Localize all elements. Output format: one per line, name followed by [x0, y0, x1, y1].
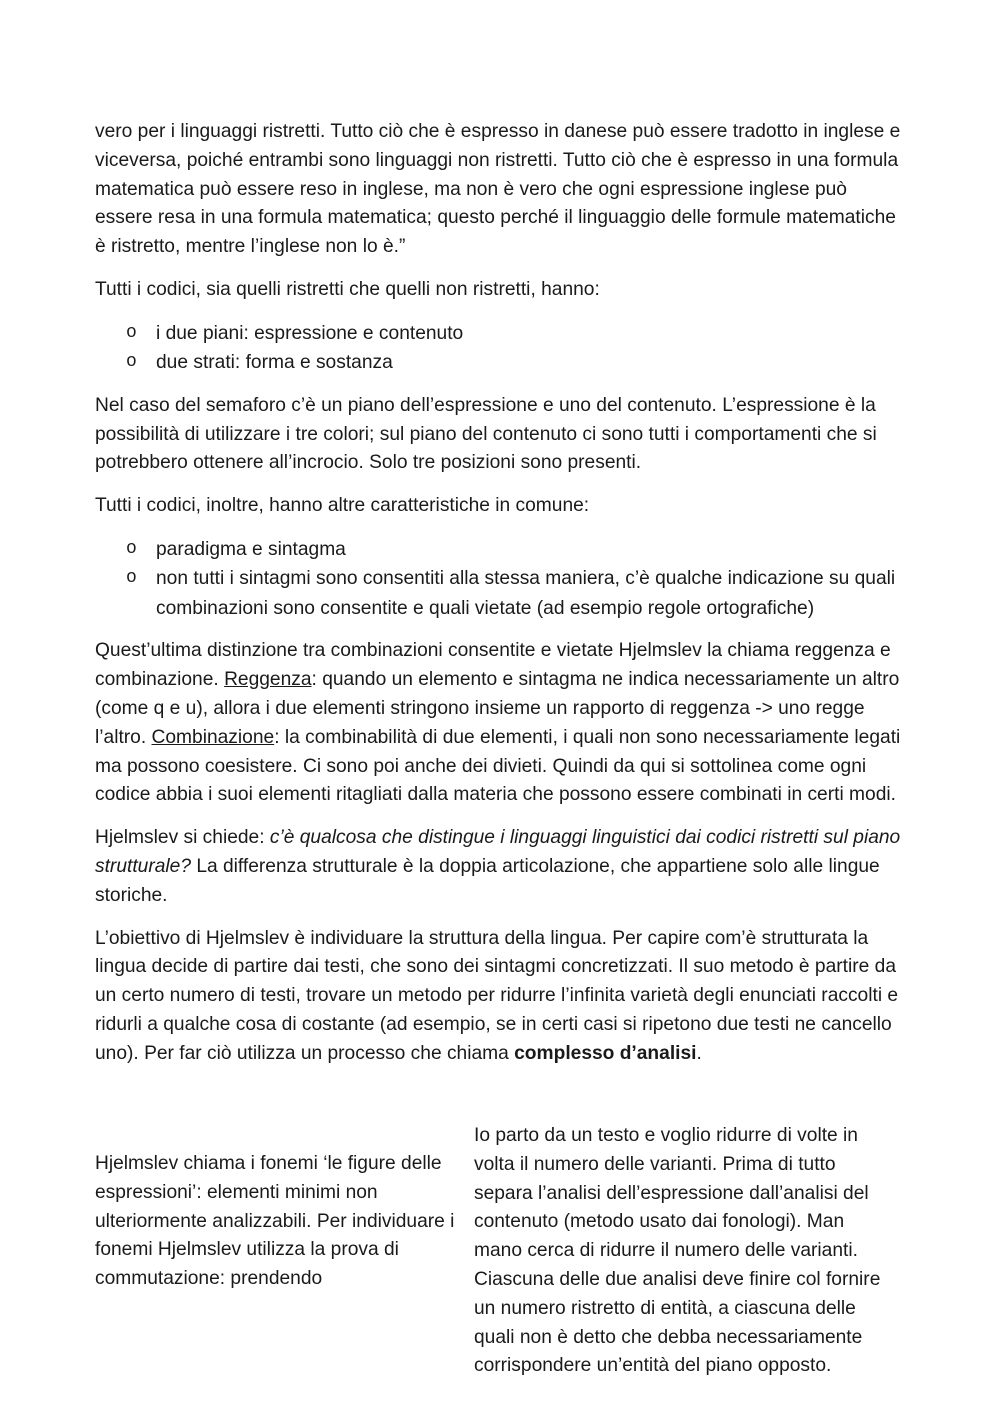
list-item — [95, 348, 907, 378]
text-run: : quando un elemento e sintagma ne indica necessariamente un altro (come q e u), allora i due elementi stringono insieme un rapporto di reggenza -> uno regge l’altro. — [95, 669, 900, 748]
text-run: Hjelmslev si chiede: — [95, 827, 270, 849]
bold-term: complesso d’analisi — [514, 1042, 697, 1064]
text-run: . — [696, 1042, 702, 1064]
list-planes — [95, 319, 907, 378]
text-run: : la combinabilità di due elementi, i quali non sono necessariamente legati ma possono coesistere. Ci sono poi anche dei divieti. Quindi da qui si sottolinea come ogni codice abbia i suoi elementi ritagliati dalla materia che possono essere combinati in certi modi. — [95, 726, 901, 806]
bullet-marker: o — [126, 568, 137, 589]
paragraph-semaphore: Nel caso del semaforo c’è un piano dell’espressione e uno del contenuto. L’espressione è la possibilità di utilizzare i tre colori; sul piano del contenuto ci sono tutti i comportamenti che si potrebbero ottenere all’incrocio. Solo tre posizioni sono presenti. — [95, 394, 877, 474]
list-item — [95, 564, 907, 623]
term-combinazione: Combinazione — [151, 726, 275, 748]
paragraph-reggenza — [95, 637, 907, 810]
bullet-marker: o — [126, 538, 137, 559]
list-item-text: paradigma e sintagma — [156, 538, 346, 560]
text-run: La differenza strutturale è la doppia articolazione, che appartiene solo alle lingue storiche. — [95, 856, 880, 906]
list-item — [95, 319, 907, 349]
list-item-text: due strati: forma e sostanza — [156, 352, 393, 374]
column-right — [474, 1122, 894, 1381]
list-item-text: non tutti i sintagmi sono consentiti alla stessa maniera, c’è qualche indicazione su quali combinazioni sono consentite e quali vietate (ad esempio regole ortografiche) — [156, 568, 896, 619]
paragraph-phonemes: Hjelmslev chiama i fonemi ‘le figure delle espressioni’: elementi minimi non ulteriormente analizzabili. Per individuare i fonemi Hjelmslev utilizza la prova di commutazione: prendendo — [95, 1153, 455, 1290]
list-features — [95, 535, 907, 624]
paragraph-question — [95, 824, 907, 910]
list-item-text: i due piani: espressione e contenuto — [156, 322, 464, 344]
paragraph-intro: vero per i linguaggi ristretti. Tutto ciò che è espresso in danese può essere tradotto in inglese e viceversa, poiché entrambi sono linguaggi non ristretti. Tutto ciò che è espresso in una formula matematica può essere reso in inglese, ma non è vero che ogni espressione inglese può essere resa in una formula matematica; questo perché il linguaggio delle formule matematiche è ristretto, mentre l’inglese non lo è.” — [95, 121, 901, 258]
italic-question: c’è qualcosa che distingue i linguaggi linguistici dai codici ristretti sul piano strutturale? — [95, 827, 901, 878]
list-item — [95, 535, 907, 565]
text-run: Quest’ultima distinzione tra combinazioni consentite e vietate Hjelmslev la chiama reggenza e combinazione. — [95, 640, 891, 691]
column-left — [95, 1150, 455, 1294]
term-reggenza: Reggenza — [224, 669, 312, 691]
bullet-marker: o — [126, 352, 137, 373]
text-run: L’obiettivo di Hjelmslev è individuare la struttura della lingua. Per capire com’è strutturata la lingua decide di partire dai testi, che sono dei sintagmi concretizzati. Il suo metodo è partire da un certo numero di testi, trovare un metodo per ridurre l’infinita varietà degli enunciati raccolti e ridurli a qualche cosa di costante (ad esempio, se in certi casi si ripetono due testi ne cancello uno). Per far ciò utilizza un processo che chiama — [95, 927, 899, 1064]
paragraph-codes: Tutti i codici, sia quelli ristretti che quelli non ristretti, hanno: — [95, 278, 600, 300]
paragraph-objective — [95, 925, 907, 1069]
paragraph-common-features: Tutti i codici, inoltre, hanno altre caratteristiche in comune: — [95, 495, 590, 517]
document-body — [95, 118, 907, 1083]
paragraph-variants: Io parto da un testo e voglio ridurre di volte in volta il numero delle varianti. Prima di tutto separa l’analisi dell’espressione dall’analisi del contenuto (metodo usato dai fonologi). Man mano cerca di ridurre il numero delle varianti. Ciascuna delle due analisi deve finire col fornire un numero ristretto di entità, a ciascuna delle quali non è detto che debba necessariamente corrispondere un’entità del piano opposto. — [474, 1125, 881, 1377]
bullet-marker: o — [126, 322, 137, 343]
